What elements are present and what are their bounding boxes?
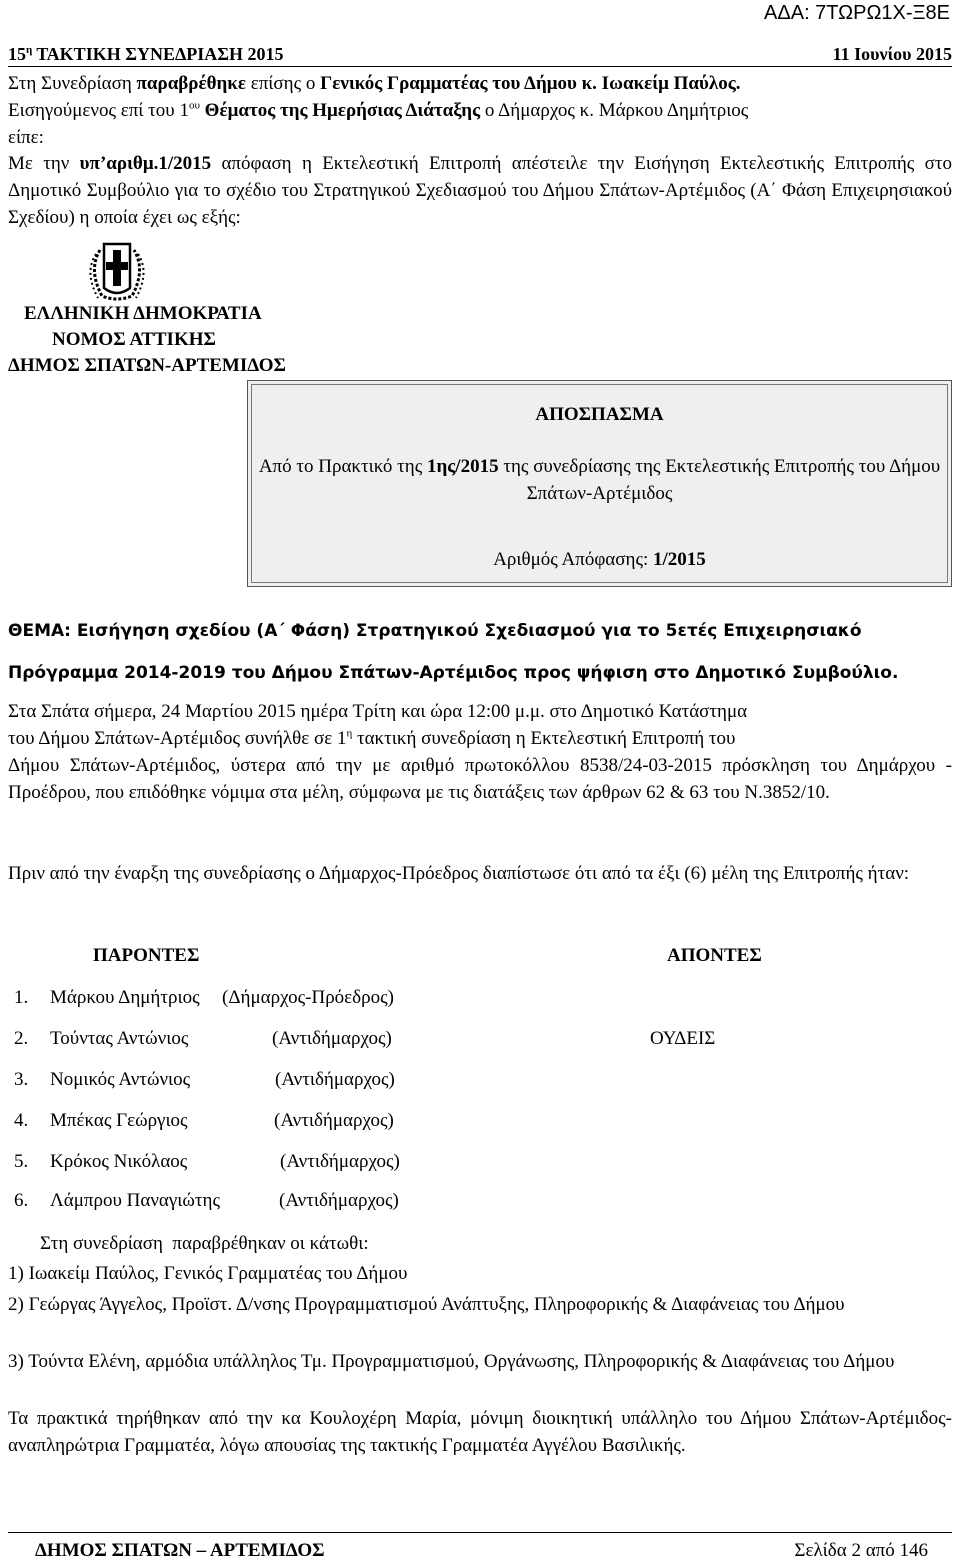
attendees-intro: Στη συνεδρίαση παραβρέθηκαν οι κάτωθι: bbox=[40, 1233, 369, 1254]
footer-page-number: Σελίδα 2 από 146 bbox=[794, 1540, 928, 1561]
authority-line-1: ΕΛΛΗΝΙΚΗ ΔΗΜΟΚΡΑΤΙΑ bbox=[24, 303, 262, 324]
member-role: (Δήμαρχος-Πρόεδρος) bbox=[222, 987, 394, 1008]
extract-title: ΑΠΟΣΠΑΣΜΑ bbox=[535, 404, 664, 425]
intro-paragraph: Με την υπ’αριθμ.1/2015 απόφαση η Εκτελεστική Επιτροπή απέστειλε την Εισήγηση Εκτελεστικής Επιτροπής στο Δημοτικό Συμβούλιο για το σχέδιο του Στρατηγικού Σχεδιασμού του Δήμου Σπάτων-Αρτέμιδος (Α΄ Φάση Επιχειρησιακού Σχεδίου) η οποία έχει ως εξής: bbox=[8, 153, 952, 228]
authority-line-2: ΝΟΜΟΣ ΑΤΤΙΚΗΣ bbox=[52, 329, 216, 350]
member-name: Τούντας Αντώνιος bbox=[50, 1028, 189, 1049]
decision-number: Αριθμός Απόφασης: 1/2015 bbox=[493, 549, 706, 570]
member-role: (Αντιδήμαρχος) bbox=[280, 1151, 400, 1172]
minutes-paragraph: Τα πρακτικά τηρήθηκαν από την κα Κουλοχέρη Μαρία, μόνιμη διοικητική υπάλληλο του Δήμου Σπάτων-Αρτέμιδος-αναπληρώτρια Γραμματέα, λόγω απουσίας της τακτικής Γραμματέα Αγγέλου Βασιλικής. bbox=[8, 1408, 952, 1456]
meeting-line-2: του Δήμου Σπάτων-Αρτέμιδος συνήλθε σε $1^\eta$ τακτική συνεδρίαση η Εκτελεστική Επιτροπή του bbox=[8, 727, 736, 749]
quorum-paragraph: Πριν από την έναρξη της συνεδρίασης ο Δήμαρχος-Πρόεδρος διαπίστωσε ότι από τα έξι (6) μέλη της Επιτροπής ήταν: bbox=[8, 863, 910, 884]
ada-code: ΑΔΑ: 7ΤΩΡΩ1Χ-Ξ8Ε bbox=[764, 2, 950, 24]
attendee-item-1: 1) Ιωακείμ Παύλος, Γενικός Γραμματέας του Δήμου bbox=[8, 1263, 408, 1284]
intro-line-1: Στη Συνεδρίαση παραβρέθηκε επίσης ο Γενικός Γραμματέας του Δήμου κ. Ιωακείμ Παύλος. bbox=[8, 73, 741, 94]
member-name: Νομικός Αντώνιος bbox=[50, 1069, 191, 1090]
session-title: $15^\eta$ ΤΑΚΤΙΚΗ ΣΥΝΕΔΡΙΑΣΗ 2015 bbox=[8, 44, 284, 64]
present-header: ΠΑΡΟΝΤΕΣ bbox=[93, 945, 200, 966]
member-role: (Αντιδήμαρχος) bbox=[272, 1028, 392, 1049]
footer-municipality: ΔΗΜΟΣ ΣΠΑΤΩΝ – ΑΡΤΕΜΙΔΟΣ bbox=[35, 1540, 325, 1561]
member-row: 5. Κρόκος Νικόλαος (Αντιδήμαρχος) bbox=[14, 1148, 28, 1175]
intro-line-3: είπε: bbox=[8, 127, 44, 148]
absent-header: ΑΠΟΝΤΕΣ bbox=[667, 945, 762, 966]
member-role: (Αντιδήμαρχος) bbox=[274, 1110, 394, 1131]
member-name: Κρόκος Νικόλαος bbox=[50, 1151, 188, 1172]
attendee-item-2: 2) Γεώργας Άγγελος, Προϊστ. Δ/νσης Προγραμματισμού Ανάπτυξης, Πληροφορικής & Διαφάνειας του Δήμου bbox=[8, 1294, 845, 1315]
member-name: Μάρκου Δημήτριος bbox=[50, 987, 200, 1008]
member-row: 6. Λάμπρου Παναγιώτης (Αντιδήμαρχος) bbox=[14, 1187, 28, 1214]
member-row: 4. Μπέκας Γεώργιος (Αντιδήμαρχος) bbox=[14, 1107, 28, 1134]
member-row: 2. Τούντας Αντώνιος (Αντιδήμαρχος) bbox=[14, 1025, 28, 1052]
member-row: 1. Μάρκου Δημήτριος (Δήμαρχος-Πρόεδρος) bbox=[14, 984, 28, 1011]
member-name: Μπέκας Γεώργιος bbox=[50, 1110, 188, 1131]
page-header bbox=[8, 44, 952, 67]
meeting-paragraph: Δήμου Σπάτων-Αρτέμιδος, ύστερα από την με αριθμό πρωτοκόλλου 8538/24-03-2015 πρόσκληση του Δημάρχου - Προέδρου, που επιδόθηκε νόμιμα στα μέλη, σύμφωνα με τις διατάξεις των άρθρων 62 & 63 του Ν.3852/10. bbox=[8, 755, 952, 803]
authority-line-3: ΔΗΜΟΣ ΣΠΑΤΩΝ-ΑΡΤΕΜΙΔΟΣ bbox=[8, 355, 286, 376]
absent-value: ΟΥΔΕΙΣ bbox=[650, 1028, 716, 1049]
header-date: 11 Ιουνίου 2015 bbox=[832, 44, 952, 64]
attendee-item-3: 3) Τούντα Ελένη, αρμόδια υπάλληλος Τμ. Προγραμματισμού, Οργάνωσης, Πληροφορικής & Διαφάνειας του Δήμου bbox=[8, 1351, 895, 1372]
footer-divider bbox=[8, 1532, 952, 1533]
member-name: Λάμπρου Παναγιώτης bbox=[50, 1190, 220, 1211]
meeting-line-1: Στα Σπάτα σήμερα, 24 Μαρτίου 2015 ημέρα Τρίτη και ώρα 12:00 μ.μ. στο Δημοτικό Κατάστημα bbox=[8, 701, 748, 722]
extract-box bbox=[247, 380, 952, 587]
extract-line-1: Από το Πρακτικό της 1ης/2015 της συνεδρίασης της Εκτελεστικής Επιτροπής του Δήμου bbox=[258, 456, 941, 477]
extract-line-2: Σπάτων-Αρτέμιδος bbox=[526, 483, 673, 504]
member-role: (Αντιδήμαρχος) bbox=[279, 1190, 399, 1211]
member-role: (Αντιδήμαρχος) bbox=[275, 1069, 395, 1090]
intro-line-2: Εισηγούμενος επί του $1^{o\upsilon}$ Θέματος της Ημερήσιας Διάταξης ο Δήμαρχος κ. Μάρκου Δημήτριος bbox=[8, 99, 749, 121]
greek-coat-of-arms-icon bbox=[82, 240, 152, 302]
member-row: 3. Νομικός Αντώνιος (Αντιδήμαρχος) bbox=[14, 1066, 28, 1093]
subject-line-1: ΘΕΜΑ: Εισήγηση σχεδίου (Α΄ Φάση) Στρατηγικού Σχεδιασμού για το 5ετές Επιχειρησιακό bbox=[8, 621, 862, 641]
subject-line-2: Πρόγραμμα 2014-2019 του Δήμου Σπάτων-Αρτέμιδος προς ψήφιση στο Δημοτικό Συμβούλιο. bbox=[8, 663, 899, 683]
